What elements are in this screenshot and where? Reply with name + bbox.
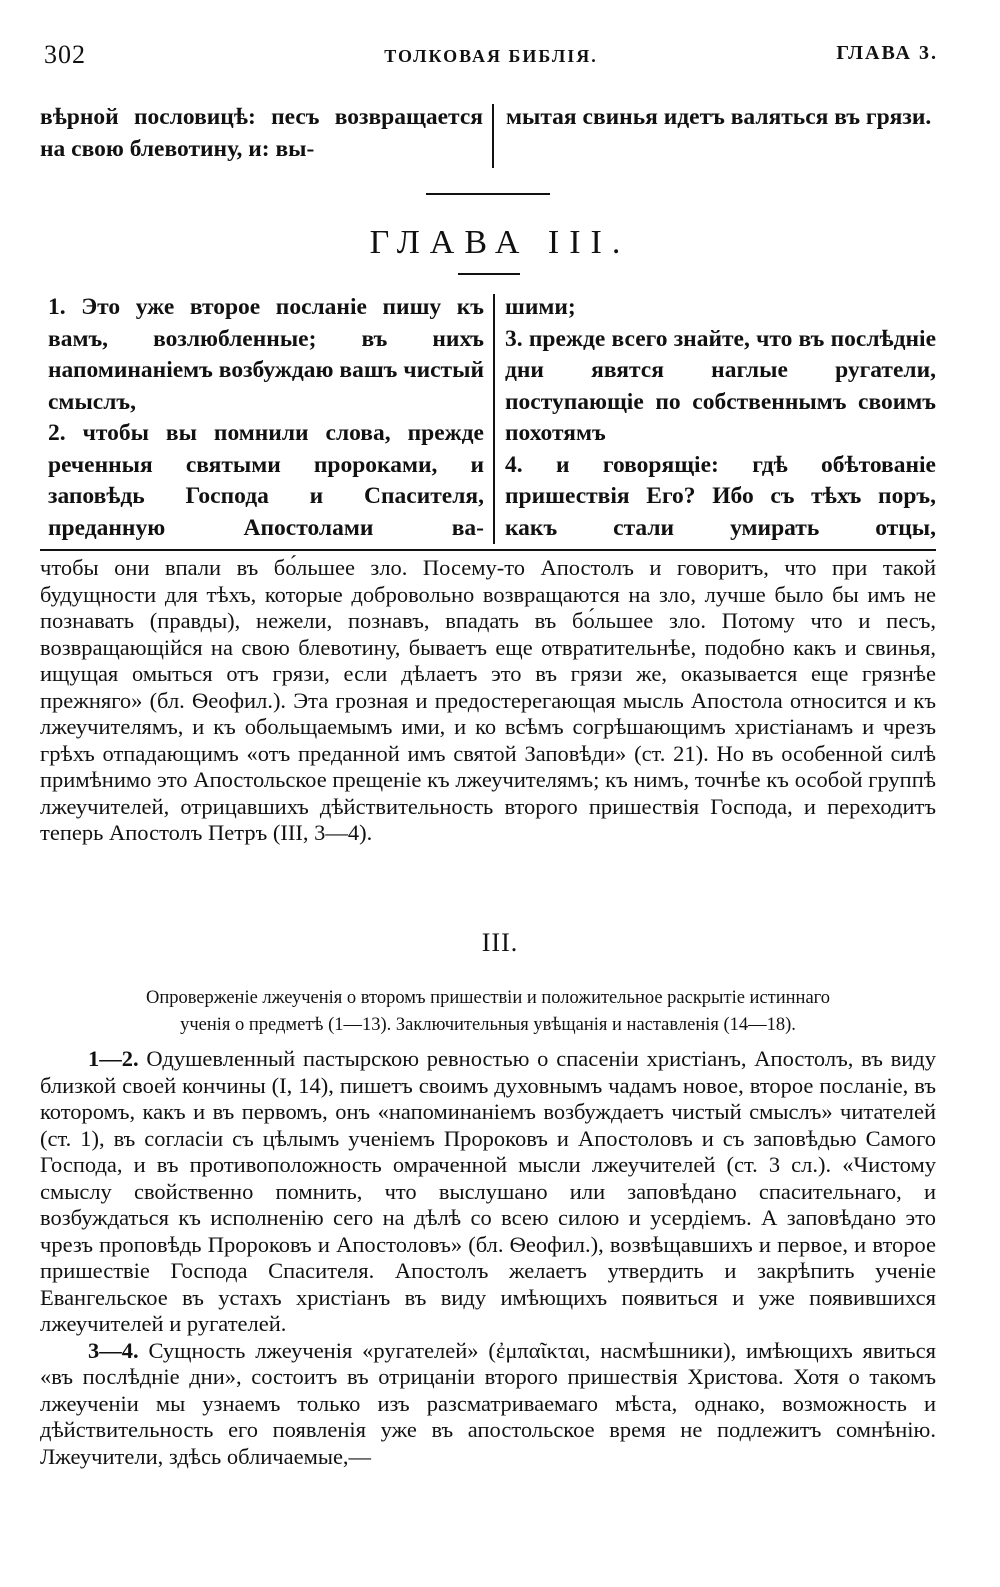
page-header: [44, 40, 938, 80]
commentary-text: Одушевленный пастырскою ревностью о спасеніи христіанъ, Апостолъ, въ виду близкой своей кончины (I, 14), пишетъ своимъ духовнымъ чадамъ новое, второе посланіе, въ которомъ, какъ и въ первомъ, онъ «напоминаніемъ возбуждаетъ чистый смыслъ» читателей (ст. 1), въ согласіи съ цѣлымъ ученіемъ Пророковъ и Апостоловъ и съ заповѣдью Самого Господа, и въ противоположность омраченной мысли лжеучителей (ст. 3 сл.). «Чистому смыслу свойственно помнить, что выслушано или заповѣдано спасительнаго, и возбуждаться къ исполненію сего на дѣлѣ со всею силою и усердіемъ. А заповѣдано это чрезъ проповѣдь Пророковъ и Апостоловъ» (бл. Ѳеофил.), возвѣщавшихъ и первое, и второе пришествіе Господа Спасителя. Апостолъ желаетъ утвердить и закрѣпить ученіе Евангельское въ устахъ христіанъ въ виду имѣющихъ появиться и уже появившихся лжеучителей и ругателей.: [40, 1046, 937, 1336]
verse-reference: 1—2.: [88, 1046, 139, 1071]
verse-2: 2. чтобы вы помнили слова, прежде реченныя святыми пророками, и заповѣдь Господа и Спасителя, преданную Апостолами ва-: [48, 420, 484, 541]
top-left-column: [40, 102, 483, 165]
verse-1: 1. Это уже второе посланіе пишу къ вамъ, возлюбленные; въ нихъ напоминаніемъ возбуждаю вашъ чистый смыслъ,: [48, 294, 484, 415]
top-right-text: мытая свинья идетъ валяться въ грязи.: [506, 104, 932, 130]
verse-reference: 3—4.: [88, 1337, 139, 1363]
commentary-paragraph: чтобы они впали въ бо́льшее зло. Посему-то Апостолъ и говоритъ, что при такой будущности для тѣхъ, которые добровольно возвращаются на зло, лучше было бы имъ не познавать (правды), нежели, познавъ, впадать въ бо́льшее зло. Потому что и песъ, возвращающійся на свою блевотину, бываетъ еще отвратительнѣе, подобно какъ и свинья, ищущая омыться отъ грязи, если дѣлаетъ это въ грязи же, оказывается еще грязнѣе прежняго» (бл. Ѳеофил.). Эта грозная и предостерегающая мысль Апостола относится и къ лжеучителямъ, и къ обольщаемымъ ими, и ко всѣмъ согрѣшающимъ христіанамъ и чрезъ грѣхъ отпадающимъ «отъ преданной имъ святой Заповѣди» (ст. 21). Но въ особенной силѣ примѣнимо это Апостольское прещеніе къ лжеучителямъ; къ нимъ, точнѣе къ особой группѣ лжеучителей, отрицавшихъ дѣйствительность второго пришествія Господа, и переходитъ теперь Апостолъ Петръ (III, 3—4).: [40, 555, 936, 845]
summary-line-1: Опроверженіе лжеученія о второмъ пришествіи и положительное раскрытіе истиннаго: [145, 988, 831, 1008]
scripture-commentary-rule: [40, 549, 936, 551]
running-chapter: ГЛАВА 3.: [836, 42, 938, 64]
verse-2-continuation: шими;: [505, 294, 576, 320]
top-two-column-text: [40, 102, 936, 172]
short-divider-rule: [426, 193, 550, 195]
commentary-body: [40, 1046, 936, 1470]
summary-line-2: ученія о предметѣ (1—13). Заключительныя увѣщанія и наставленія (14—18).: [180, 1015, 796, 1035]
chapter-underline: [458, 273, 520, 275]
column-divider: [493, 294, 495, 544]
top-left-text: вѣрной пословицѣ: песъ возвращается на свою блевотину, и: вы-: [40, 104, 483, 162]
verse-4: 4. и говорящіе: гдѣ обѣтованіе пришествія Его? Ибо съ тѣхъ поръ, какъ стали умирать отцы,: [505, 451, 936, 541]
scripture-two-column-text: [40, 292, 936, 548]
chapter-heading: ГЛАВА III.: [369, 224, 631, 261]
column-divider: [492, 104, 494, 168]
page-number: 302: [44, 40, 86, 69]
commentary-continuation: [40, 555, 936, 847]
commentary-paragraph: [40, 1338, 936, 1471]
commentary-text: Сущность лжеученія «ругателей» (ἐμπαῖκται, насмѣшники), имѣющихъ явиться «въ послѣдніе дни», состоитъ въ отрицаніи второго пришествія Христова. Хотя о такомъ лжеученіи мы узнаемъ только изъ разсматриваемаго мѣста, однако, возможность и дѣйствительность его появленія уже въ апостольское время не подлежитъ сомнѣнію. Лжеучители, здѣсь обличаемые,—: [40, 1337, 937, 1469]
scripture-left-column: [48, 292, 484, 544]
verse-3: 3. прежде всего знайте, что въ послѣдніе дни явятся наглые ругатели, поступающіе по собственнымъ своимъ похотямъ: [505, 325, 936, 446]
scripture-right-column: [505, 292, 936, 544]
top-right-column: [506, 102, 936, 134]
section-number: III.: [481, 928, 519, 957]
commentary-paragraph: [40, 1046, 936, 1338]
section-summary: [40, 985, 936, 1039]
running-title: ТОЛКОВАЯ БИБЛІЯ.: [384, 46, 598, 66]
